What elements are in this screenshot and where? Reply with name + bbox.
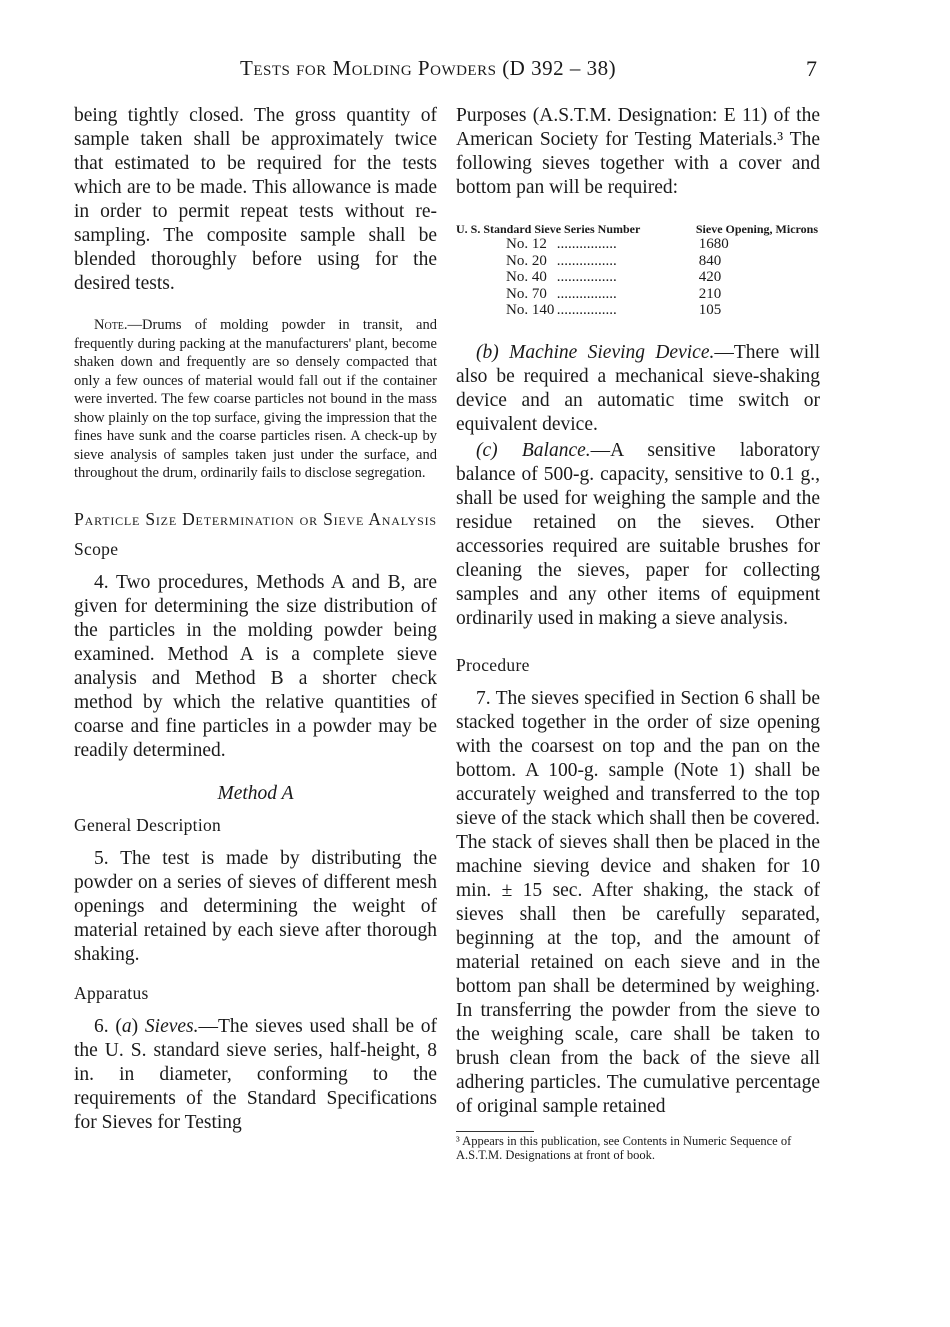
paragraph-5: 5. The test is made by distributing the powder on a series of sieves of different mesh openings and determining the weight of material retained by each sieve after thorough shaking. (74, 847, 437, 965)
sieve-row (456, 236, 818, 253)
paragraph-balance (456, 439, 820, 631)
sieve-opening: 105 (698, 302, 722, 318)
leader-dots: ................ (556, 236, 617, 252)
heading-procedure: Procedure (456, 654, 530, 675)
sieve-row (456, 302, 818, 319)
note-drums (74, 316, 437, 483)
sieve-opening: 420 (698, 269, 722, 285)
sieve-number: No. 20 (506, 252, 547, 269)
heading-apparatus: Apparatus (74, 982, 149, 1003)
paragraph-machine-sieving (456, 341, 820, 437)
paragraph-4: 4. Two procedures, Methods A and B, are given for determining the size distribution of the particles in the molding powder being examined. Method A is a complete sieve analysis and Method B a shorter check method by which the relative quantities of coarse and fine particles in a powder may be readily determined. (74, 571, 437, 761)
para6-letter: a (121, 1015, 132, 1037)
paragraph-sample-quantity: being tightly closed. The gross quantity of sample taken shall be approximately twice that estimated to be required for the tests which are to be made. This allowance is made in order to permit repeat tests without re-sampling. The composite sample shall be blended thoroughly before using for the desired tests. (74, 105, 437, 294)
sieve-opening: 840 (698, 252, 722, 269)
note-label: Note. (94, 317, 128, 333)
leader-dots: ................ (556, 252, 617, 269)
sieve-opening-header: Sieve Opening, Microns (695, 222, 818, 236)
sieve-number: No. 140 (506, 302, 555, 318)
paragraph-7: 7. The sieves specified in Section 6 shall be stacked together in the order of size opening with the coarsest on top and the pan on the bottom. A 100-g. sample (Note 1) shall be accurately weighed and transferred to the top sieve of the stack which shall then be covered. The stack of sieves shall then be placed in the machine sieving device and shaken for 10 min. ± 15 sec. After shaking, the stack of sieves shall then be carefully separated, beginning at the top, and the amount of material retained on each sieve and in the bottom pan shall be determined by weighing. In transferring the powder from the sieve to the weighing scale, care shall be taken to brush clean from the back of the sieve all adhering particles. The cumulative percentage of original sample retained (456, 687, 820, 1117)
left-column (74, 104, 437, 1135)
footnote-rule (456, 1131, 534, 1132)
para6-text: —The sieves used shall be of the U. S. standard sieve series, half-height, 8 in. in diameter, conforming to the requirements of the Standard Specifications for Sieves for Testing (74, 1015, 438, 1133)
footnote-3: ³ Appears in this publication, see Contents in Numeric Sequence of A.S.T.M. Designations at front of book. (456, 1133, 792, 1162)
heading-method-a: Method A (217, 782, 294, 804)
section-title-particle-size: Particle Size Determination or Sieve Analysis (74, 508, 437, 529)
balance-label: (c) Balance. (476, 439, 591, 461)
machine-sieving-text: —There will also be required a mechanical sieve-shaking device and an automatic time switch or equivalent device. (456, 341, 820, 435)
running-title: Tests for Molding Powders (D 392 – 38) (240, 56, 617, 80)
sieve-number-header: U. S. Standard Sieve Series Number (456, 222, 641, 236)
sieve-table (456, 222, 818, 319)
para6-number: 6. ( (94, 1015, 122, 1037)
sieve-opening: 210 (698, 285, 722, 302)
para6-paren: ) (131, 1015, 145, 1037)
sieve-table-header (456, 222, 818, 236)
sieve-row (456, 253, 818, 270)
sieve-row (456, 286, 818, 303)
right-column (456, 104, 820, 1162)
machine-sieving-label: (b) Machine Sieving Device. (476, 341, 715, 363)
sieve-opening: 1680 (698, 236, 729, 252)
sieve-number: No. 40 (506, 269, 547, 285)
heading-scope: Scope (74, 538, 119, 559)
heading-general-description: General Description (74, 814, 222, 835)
leader-dots: ................ (556, 302, 617, 318)
sieve-number: No. 70 (506, 285, 547, 302)
balance-text: —A sensitive laboratory balance of 500-g. capacity, sensitive to 0.1 g., shall be used for weighing the sample and the residue retained on the sieves. Other accessories required are suitable brushes for cleaning the sieves, paper for collecting samples and any other items of equipment ordinarily used in making a sieve analysis. (456, 439, 820, 629)
page-header (0, 56, 950, 86)
para6-label: Sieves. (144, 1015, 199, 1037)
sieve-row (456, 269, 818, 286)
paragraph-6 (74, 1015, 437, 1135)
note-text: —Drums of molding powder in transit, and frequently during packing at the manufacturers' plant, become shaken down and frequently are so densely compacted that only a few ounces of material would fall out if the container were inverted. The few coarse particles not bound in the mass show plainly on the top surface, giving the impression that the fines have sunk and the coarse particles risen. A check-up by sieve analysis of samples taken just under the surface, and throughout the drum, ordinarily fails to disclose segregation. (74, 317, 437, 481)
paragraph-purposes: Purposes (A.S.T.M. Designation: E 11) of the American Society for Testing Materials.³ The following sieves together with a cover and bottom pan will be required: (456, 105, 820, 198)
sieve-number: No. 12 (506, 236, 547, 252)
leader-dots: ................ (556, 269, 617, 285)
leader-dots: ................ (556, 285, 617, 302)
page-number: 7 (806, 56, 817, 81)
